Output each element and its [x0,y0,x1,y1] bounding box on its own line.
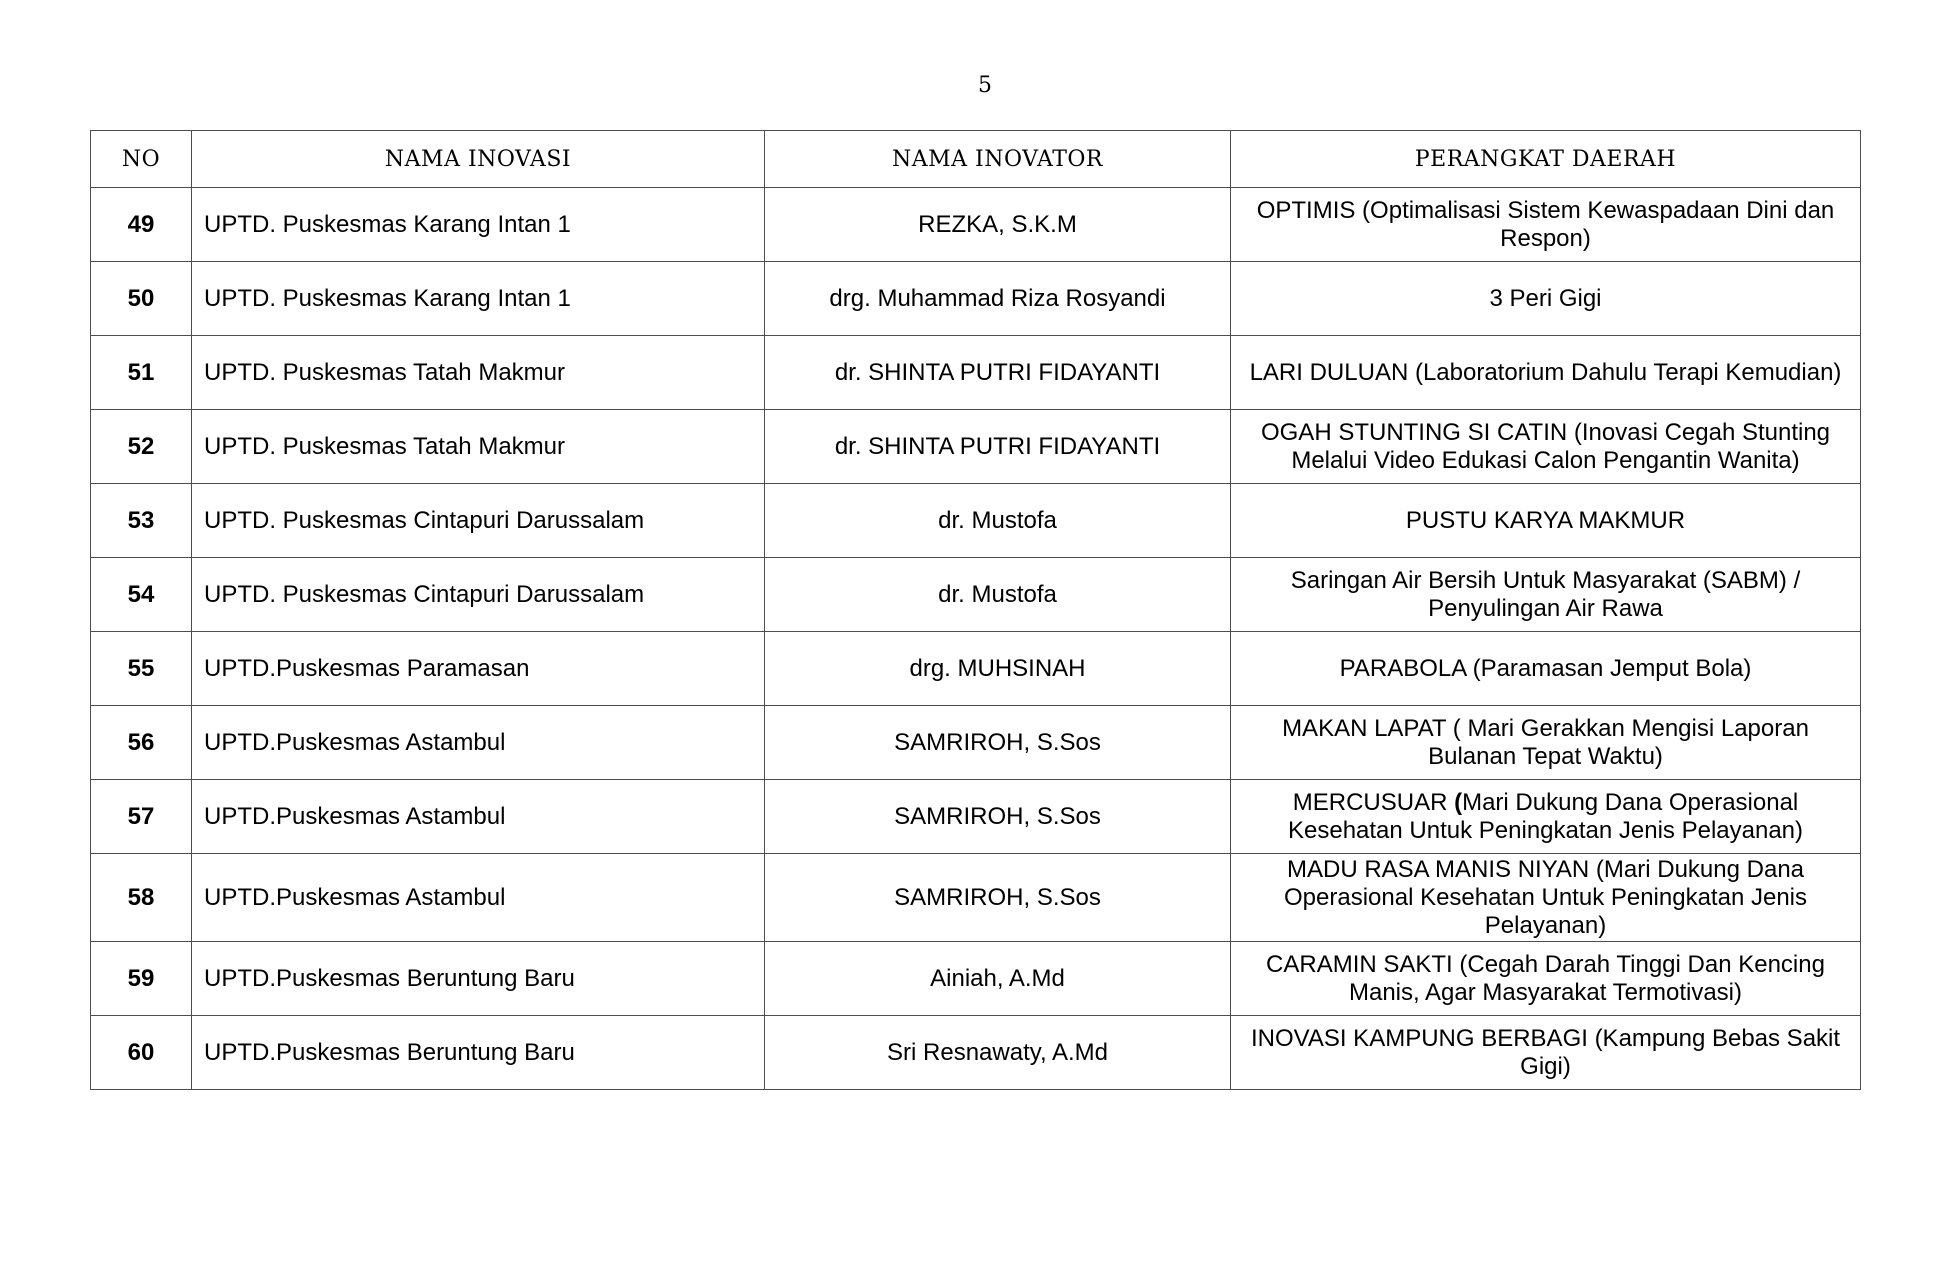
perangkat-daerah-rest: Mari Dukung Dana Operasional Kesehatan Untuk Peningkatan Jenis Pelayanan) [1287,788,1803,844]
nama-inovasi-cell: UPTD. Puskesmas Cintapuri Darussalam [192,484,765,558]
page-number: 5 [978,73,992,98]
nama-inovator-cell: Sri Resnawaty, A.Md [765,1016,1231,1090]
nama-inovator-cell: dr. Mustofa [765,484,1231,558]
nama-inovator-cell: dr. Mustofa [765,558,1231,632]
perangkat-daerah-prefix: MERCUSUAR [1292,788,1455,816]
perangkat-daerah-cell: LARI DULUAN (Laboratorium Dahulu Terapi Kemudian) [1231,336,1861,410]
innovation-table [90,130,1861,1090]
nama-inovator-cell: dr. SHINTA PUTRI FIDAYANTI [765,410,1231,484]
nama-inovator-cell: REZKA, S.K.M [765,188,1231,262]
row-number: 54 [91,558,192,632]
table-row [91,854,1861,942]
nama-inovator-cell: SAMRIROH, S.Sos [765,780,1231,854]
row-number: 50 [91,262,192,336]
header-perangkat-daerah: PERANGKAT DAERAH [1231,131,1861,188]
row-number: 60 [91,1016,192,1090]
nama-inovator-cell: drg. Muhammad Riza Rosyandi [765,262,1231,336]
perangkat-daerah-cell: Saringan Air Bersih Untuk Masyarakat (SABM) / Penyulingan Air Rawa [1231,558,1861,632]
table-row [91,558,1861,632]
nama-inovasi-cell: UPTD.Puskesmas Paramasan [192,632,765,706]
nama-inovator-cell: SAMRIROH, S.Sos [765,706,1231,780]
header-nama-inovator: NAMA INOVATOR [765,131,1231,188]
row-number: 57 [91,780,192,854]
row-number: 53 [91,484,192,558]
perangkat-daerah-cell: MADU RASA MANIS NIYAN (Mari Dukung Dana Operasional Kesehatan Untuk Peningkatan Jenis Pelayanan) [1231,854,1861,942]
perangkat-daerah-cell: CARAMIN SAKTI (Cegah Darah Tinggi Dan Kencing Manis, Agar Masyarakat Termotivasi) [1231,942,1861,1016]
table-row [91,632,1861,706]
nama-inovasi-cell: UPTD.Puskesmas Astambul [192,780,765,854]
nama-inovasi-cell: UPTD. Puskesmas Karang Intan 1 [192,262,765,336]
perangkat-daerah-cell: PARABOLA (Paramasan Jemput Bola) [1231,632,1861,706]
row-number: 55 [91,632,192,706]
perangkat-daerah-cell: PUSTU KARYA MAKMUR [1231,484,1861,558]
perangkat-daerah-cell: MAKAN LAPAT ( Mari Gerakkan Mengisi Laporan Bulanan Tepat Waktu) [1231,706,1861,780]
table-header-row [91,131,1861,188]
header-no: NO [91,131,192,188]
table-row [91,336,1861,410]
table-row [91,780,1861,854]
nama-inovator-cell: SAMRIROH, S.Sos [765,854,1231,942]
nama-inovasi-cell: UPTD. Puskesmas Tatah Makmur [192,336,765,410]
table-row [91,410,1861,484]
nama-inovasi-cell: UPTD.Puskesmas Astambul [192,854,765,942]
row-number: 59 [91,942,192,1016]
perangkat-daerah-cell: INOVASI KAMPUNG BERBAGI (Kampung Bebas Sakit Gigi) [1231,1016,1861,1090]
nama-inovasi-cell: UPTD.Puskesmas Astambul [192,706,765,780]
table-row [91,942,1861,1016]
row-number: 58 [91,854,192,942]
table-row [91,262,1861,336]
nama-inovator-cell: Ainiah, A.Md [765,942,1231,1016]
row-number: 52 [91,410,192,484]
nama-inovator-cell: dr. SHINTA PUTRI FIDAYANTI [765,336,1231,410]
perangkat-daerah-cell: 3 Peri Gigi [1231,262,1861,336]
nama-inovasi-cell: UPTD.Puskesmas Beruntung Baru [192,1016,765,1090]
nama-inovator-cell: drg. MUHSINAH [765,632,1231,706]
table-row [91,188,1861,262]
perangkat-daerah-cell [1231,780,1861,854]
table-row [91,706,1861,780]
row-number: 51 [91,336,192,410]
perangkat-daerah-bold-paren: ( [1454,788,1463,816]
nama-inovasi-cell: UPTD. Puskesmas Karang Intan 1 [192,188,765,262]
perangkat-daerah-cell: OPTIMIS (Optimalisasi Sistem Kewaspadaan Dini dan Respon) [1231,188,1861,262]
row-number: 49 [91,188,192,262]
row-number: 56 [91,706,192,780]
nama-inovasi-cell: UPTD. Puskesmas Tatah Makmur [192,410,765,484]
header-nama-inovasi: NAMA INOVASI [192,131,765,188]
nama-inovasi-cell: UPTD.Puskesmas Beruntung Baru [192,942,765,1016]
table-row [91,484,1861,558]
perangkat-daerah-cell: OGAH STUNTING SI CATIN (Inovasi Cegah Stunting Melalui Video Edukasi Calon Pengantin Wanita) [1231,410,1861,484]
nama-inovasi-cell: UPTD. Puskesmas Cintapuri Darussalam [192,558,765,632]
table-row [91,1016,1861,1090]
